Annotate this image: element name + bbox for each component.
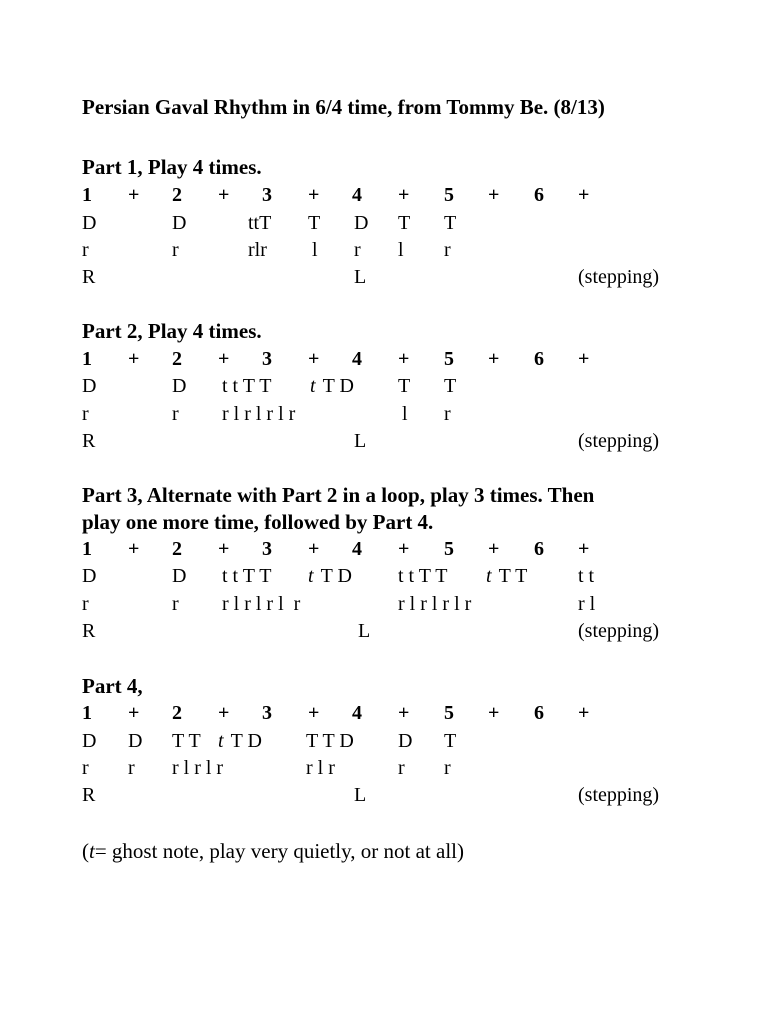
part-4-count-row — [0, 700, 768, 726]
count-label: + — [218, 184, 230, 206]
count-label: + — [308, 348, 320, 370]
count-label: 5 — [444, 184, 454, 206]
hand-sticking: l — [312, 239, 318, 261]
count-label: + — [308, 538, 320, 560]
count-label: 4 — [352, 538, 362, 560]
hand-sticking: r — [82, 593, 89, 615]
part-4-heading: Part 4, — [82, 674, 143, 698]
hand-sticking: r — [172, 403, 179, 425]
hand-sticking: r l r l r l r — [222, 593, 301, 615]
count-label: 3 — [262, 702, 272, 724]
hand-sticking: r — [172, 593, 179, 615]
hand-sticking: r — [128, 757, 135, 779]
count-label: 2 — [172, 538, 182, 560]
part-1-drum-row — [0, 210, 768, 236]
count-label: + — [218, 348, 230, 370]
drum-stroke: t t T T — [222, 565, 277, 587]
count-label: + — [218, 702, 230, 724]
count-label: + — [488, 184, 500, 206]
page-title: Persian Gaval Rhythm in 6/4 time, from Tommy Be. (8/13) — [82, 95, 605, 119]
hand-sticking: l — [402, 403, 408, 425]
foot-step: L — [354, 784, 367, 806]
drum-stroke: T D — [316, 565, 352, 587]
drum-stroke: D — [172, 212, 187, 234]
footnote-open: ( — [82, 839, 89, 863]
stepping-label: (stepping) — [578, 430, 660, 452]
part-4-step-row — [0, 782, 768, 808]
hand-sticking: r — [354, 239, 361, 261]
drum-stroke: T — [444, 212, 457, 234]
foot-step: R — [82, 784, 96, 806]
part-2-count-row — [0, 346, 768, 372]
part-3-hand-row — [0, 591, 768, 617]
hand-sticking: r l r l r — [172, 757, 224, 779]
drum-stroke: ttT — [248, 212, 272, 234]
count-label: 1 — [82, 538, 92, 560]
drum-stroke: D — [82, 565, 97, 587]
footnote — [82, 838, 464, 864]
count-label: 2 — [172, 702, 182, 724]
hand-sticking: r — [444, 239, 451, 261]
count-label: 5 — [444, 702, 454, 724]
count-label: 1 — [82, 184, 92, 206]
count-label: + — [398, 184, 410, 206]
drum-stroke: T — [444, 375, 457, 397]
hand-sticking: r — [172, 239, 179, 261]
foot-step: L — [354, 430, 367, 452]
count-label: + — [128, 348, 140, 370]
drum-stroke: D — [354, 212, 369, 234]
count-label: + — [488, 538, 500, 560]
count-label: + — [398, 538, 410, 560]
footnote-ghost-symbol: t — [89, 839, 95, 863]
count-label: + — [578, 702, 590, 724]
count-label: + — [128, 184, 140, 206]
count-label: 4 — [352, 702, 362, 724]
count-label: 3 — [262, 538, 272, 560]
hand-sticking: r — [398, 757, 405, 779]
drum-stroke: t t T T — [222, 375, 277, 397]
count-label: + — [308, 702, 320, 724]
drum-stroke: T T D — [306, 730, 354, 752]
hand-sticking: r l — [578, 593, 596, 615]
drum-stroke: D — [172, 565, 187, 587]
count-label: 6 — [534, 702, 544, 724]
drum-stroke: D — [82, 730, 97, 752]
drum-stroke: t — [308, 565, 314, 587]
drum-stroke: D — [128, 730, 143, 752]
count-label: 3 — [262, 184, 272, 206]
drum-stroke: t — [310, 375, 316, 397]
part-2-heading: Part 2, Play 4 times. — [82, 319, 262, 343]
count-label: + — [488, 702, 500, 724]
count-label: 6 — [534, 538, 544, 560]
part-2-step-row — [0, 428, 768, 454]
part-3-heading: Part 3, Alternate with Part 2 in a loop, play 3 times. Then — [82, 483, 595, 507]
hand-sticking: r — [82, 403, 89, 425]
part-1-step-row — [0, 264, 768, 290]
hand-sticking: r l r l r l r — [222, 403, 296, 425]
drum-stroke: T D — [226, 730, 262, 752]
foot-step: L — [354, 266, 367, 288]
hand-sticking: rlr — [248, 239, 267, 261]
part-3-heading-continued: play one more time, followed by Part 4. — [82, 510, 434, 534]
foot-step: R — [82, 266, 96, 288]
footnote-text: = ghost note, play very quietly, or not at all) — [94, 839, 464, 863]
drum-stroke: D — [398, 730, 413, 752]
drum-stroke: T — [308, 212, 321, 234]
hand-sticking: r l r l r l r — [398, 593, 472, 615]
drum-stroke: T — [398, 212, 411, 234]
count-label: 6 — [534, 184, 544, 206]
count-label: + — [308, 184, 320, 206]
count-label: 2 — [172, 184, 182, 206]
drum-stroke: t — [218, 730, 224, 752]
count-label: + — [128, 702, 140, 724]
drum-stroke: t t — [578, 565, 595, 587]
part-1-count-row — [0, 182, 768, 208]
part-3-drum-row — [0, 563, 768, 589]
part-2-drum-row — [0, 373, 768, 399]
count-label: + — [578, 538, 590, 560]
count-label: 6 — [534, 348, 544, 370]
stepping-label: (stepping) — [578, 620, 660, 642]
hand-sticking: r — [444, 403, 451, 425]
count-label: + — [398, 702, 410, 724]
hand-sticking: r l r — [306, 757, 335, 779]
count-label: 3 — [262, 348, 272, 370]
count-label: + — [578, 184, 590, 206]
hand-sticking: r — [82, 757, 89, 779]
drum-stroke: D — [172, 375, 187, 397]
drum-stroke: D — [82, 375, 97, 397]
drum-stroke: T T — [172, 730, 206, 752]
count-label: + — [218, 538, 230, 560]
count-label: + — [578, 348, 590, 370]
stepping-label: (stepping) — [578, 784, 660, 806]
count-label: 1 — [82, 348, 92, 370]
count-label: 5 — [444, 348, 454, 370]
foot-step: R — [82, 430, 96, 452]
hand-sticking: r — [444, 757, 451, 779]
part-3-step-row — [0, 618, 768, 644]
count-label: + — [488, 348, 500, 370]
hand-sticking: r — [82, 239, 89, 261]
drum-stroke: T — [444, 730, 457, 752]
count-label: 1 — [82, 702, 92, 724]
count-label: 2 — [172, 348, 182, 370]
drum-stroke: t t T T — [398, 565, 453, 587]
stepping-label: (stepping) — [578, 266, 660, 288]
count-label: 5 — [444, 538, 454, 560]
part-2-hand-row — [0, 401, 768, 427]
drum-stroke: T — [398, 375, 411, 397]
drum-stroke: T T — [494, 565, 528, 587]
hand-sticking: l — [398, 239, 404, 261]
count-label: 4 — [352, 348, 362, 370]
count-label: + — [398, 348, 410, 370]
count-label: 4 — [352, 184, 362, 206]
foot-step: R — [82, 620, 96, 642]
part-1-hand-row — [0, 237, 768, 263]
drum-stroke: D — [82, 212, 97, 234]
count-label: + — [128, 538, 140, 560]
part-1-heading: Part 1, Play 4 times. — [82, 155, 262, 179]
drum-stroke: t — [486, 565, 492, 587]
part-4-hand-row — [0, 755, 768, 781]
part-4-drum-row — [0, 728, 768, 754]
part-3-count-row — [0, 536, 768, 562]
foot-step: L — [358, 620, 371, 642]
drum-stroke: T D — [318, 375, 354, 397]
